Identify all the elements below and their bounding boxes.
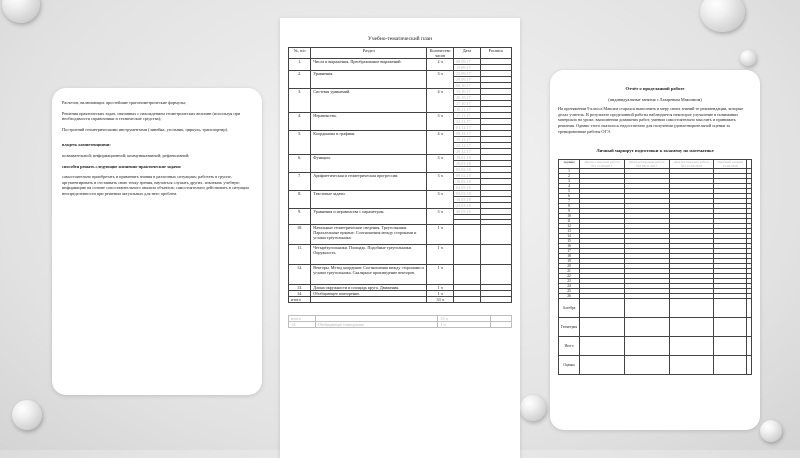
cell — [480, 297, 511, 303]
cell-signature — [480, 245, 511, 265]
cell-n: 11. — [289, 245, 311, 265]
cell-name: Системы уравнений. — [311, 89, 427, 113]
cell — [624, 355, 669, 374]
cell-name: Неравенства. — [311, 113, 427, 131]
cell-date: 15.12.17 — [454, 137, 481, 143]
cell-signature — [480, 265, 511, 285]
task-number: 17 — [559, 248, 580, 253]
plan-table — [288, 47, 512, 303]
cell — [714, 317, 747, 336]
cell-date: 20.10.17 — [454, 95, 481, 101]
cell — [714, 336, 747, 355]
cell-name: Длина окружности и площадь круга. Движения. — [311, 285, 427, 291]
column-header: Количество часов — [427, 48, 454, 59]
task-number: 18 — [559, 253, 580, 258]
cell-n: 13. — [289, 285, 311, 291]
summary-label: Итого — [559, 336, 580, 355]
column-header: Пробный экзамен 15.03.2018 — [714, 159, 747, 168]
task-number: 24 — [559, 283, 580, 288]
task-number: 16 — [559, 243, 580, 248]
cell-n: 12. — [289, 265, 311, 285]
task-number: 23 — [559, 278, 580, 283]
summary-row — [559, 336, 752, 355]
water-drop-decoration — [700, 0, 745, 32]
cell-hours: 3 ч — [427, 173, 454, 191]
cell-date: 09.03.18 — [454, 191, 481, 197]
summary-label: Оценка — [559, 355, 580, 374]
cell-date: 17.11.17 — [454, 113, 481, 119]
report-subtitle: (индивидуальные занятия с Лазаревым Максимом) — [608, 96, 702, 102]
cell-hours: 4 ч — [427, 89, 454, 113]
cell-date: 16.02.18 — [454, 179, 481, 185]
column-header: Диагностическая работа №2 08.11.2017 — [624, 159, 669, 168]
table-row — [289, 265, 512, 285]
thematic-plan-page — [280, 18, 520, 458]
cell-name: Функции. — [311, 155, 427, 173]
paragraph: Построений геометрическими инструментами (линейка, угольник, циркуль, транспортир). — [62, 126, 228, 132]
task-number: 12 — [559, 223, 580, 228]
column-header: Раздел — [311, 48, 427, 59]
task-number: 26 — [559, 293, 580, 298]
cell-n: 14. — [289, 291, 311, 297]
cell — [669, 336, 714, 355]
paragraph: самостоятельно приобретать и применять знания в различных ситуациях; работать в группе, аргументировать и отстаивать свою точку зрения, научиться слушать других, извлекать учебную информацию на основе сопоставительного анализа объектов; самостоятельно действовать в ситуации неопределенности при решении актуальных для него проблем. — [62, 174, 249, 196]
cell — [669, 298, 714, 317]
cell-date: 30.03.18 — [454, 209, 481, 215]
column-header: Диагностическая работа №1 27.09.2017 — [579, 159, 624, 168]
cell-name: Числа и выражения. Преобразование выражений. — [311, 59, 427, 71]
heading: владеть компетенциями: — [62, 142, 111, 148]
task-number: 13 — [559, 228, 580, 233]
competencies-page — [52, 88, 262, 395]
cell-date: 23.03.18 — [454, 203, 481, 209]
paragraph: Решения практических задач, связанных с нахождением геометрических величин (используя при необходимости справочники и технические средства); — [62, 110, 241, 122]
cell-date: 24.11.17 — [454, 119, 481, 125]
cell-date — [454, 225, 481, 245]
cell: итого — [289, 316, 316, 322]
cell-n: 2. — [289, 71, 311, 89]
cell-hours: 1 ч — [427, 291, 454, 297]
cell-name: Четырёхугольники. Площадь. Подобные треугольники. Окружность. — [311, 245, 427, 265]
heading: способен решать следующие жизненно-практические задачи: — [62, 163, 182, 169]
task-number: 10 — [559, 213, 580, 218]
cell-date: 10.11.17 — [454, 107, 481, 113]
cell-date: 22.09.17 — [454, 71, 481, 77]
cell — [714, 355, 747, 374]
cell — [579, 355, 624, 374]
report-title: Отчёт о проделанной работе — [625, 86, 685, 91]
cell-n: 6. — [289, 155, 311, 173]
cell-date — [454, 265, 481, 285]
task-number: 22 — [559, 273, 580, 278]
cell-date: 29.09.17 — [454, 77, 481, 83]
total-row — [289, 297, 512, 303]
cell — [624, 298, 669, 317]
cell — [746, 317, 751, 336]
total-hours: 33 ч — [427, 297, 454, 303]
column-header: Дата — [454, 48, 481, 59]
column-header: Диагностическая работа №3 15.02.2018 — [669, 159, 714, 168]
cell-hours: 3 ч — [427, 191, 454, 209]
column-header: №, п/п — [289, 48, 311, 59]
page-title: Учебно-тематический план — [367, 36, 433, 42]
cell-hours: 1 ч — [427, 225, 454, 245]
report-text: На протяжении 9 класса Максим старался выполнить в меру своих знаний те рекомендации, которые делал учитель. В результате проделанной работы наблюдается некоторое улучшение в понимании материала на уроке, выполнении домашних работ, умении самостоятельно мыслить и принимать решения. Однако этого оказалось недостаточно для получения удовлетворительной оценки за тренировочные работы ОГЭ. — [558, 106, 744, 134]
cell — [746, 355, 751, 374]
cell — [454, 297, 481, 303]
summary-label: Алгебра — [559, 298, 580, 317]
table-title: Личный маршрут подготовки к экзамену по математике — [596, 148, 714, 154]
cell — [669, 355, 714, 374]
water-drop-decoration — [520, 395, 546, 421]
cell-date: 01.12.17 — [454, 125, 481, 131]
cell-n: 5. — [289, 131, 311, 155]
cell-date: 02.03.18 — [454, 185, 481, 191]
cell-name: Обобщающее повторение. — [311, 291, 427, 297]
cell — [579, 317, 624, 336]
cell-hours: 3 ч — [427, 209, 454, 225]
task-number: 8 — [559, 203, 580, 208]
cell-n: 10. — [289, 225, 311, 245]
column-header: Роспись — [480, 48, 511, 59]
cell-n: 9. — [289, 209, 311, 225]
task-number: 11 — [559, 218, 580, 223]
task-number: 9 — [559, 208, 580, 213]
cell-date: 02.02.18 — [454, 167, 481, 173]
task-number: 4 — [559, 183, 580, 188]
cell-hours: 2 ч — [427, 59, 454, 71]
task-number: 7 — [559, 198, 580, 203]
water-drop-decoration — [760, 420, 782, 442]
cell-name: Начальные геометрические сведения. Треугольники. Параллельные прямые. Соотношения между сторонами и углами треугольника. — [311, 225, 427, 245]
summary-row — [559, 298, 752, 317]
plan-table-reflection — [288, 315, 512, 328]
cell — [669, 317, 714, 336]
cell-hours: 3 ч — [427, 71, 454, 89]
cell-hours: 3 ч — [427, 155, 454, 173]
task-number: 20 — [559, 263, 580, 268]
cell-date: 22.12.17 — [454, 143, 481, 149]
cell-n: 4. — [289, 113, 311, 131]
task-number: 25 — [559, 288, 580, 293]
water-drop-decoration — [12, 400, 42, 430]
summary-row — [559, 355, 752, 374]
cell-date: 06.10.17 — [454, 83, 481, 89]
cell-n: 1. — [289, 59, 311, 71]
task-number: 19 — [559, 258, 580, 263]
cell-date: 08.09.17 — [454, 59, 481, 65]
task-number: 6 — [559, 193, 580, 198]
cell: 14. — [289, 322, 316, 328]
paragraph: познавательной; информационной; коммуникативной; рефлексивной; — [62, 152, 190, 158]
column-header: задание — [559, 159, 580, 168]
cell-signature — [480, 225, 511, 245]
cell-date: 29.12.17 — [454, 149, 481, 155]
summary-label: Геометрия — [559, 317, 580, 336]
task-number: 14 — [559, 233, 580, 238]
table-row — [289, 225, 512, 245]
cell — [714, 298, 747, 317]
task-number: 5 — [559, 188, 580, 193]
cell-name: Координаты и графики. — [311, 131, 427, 155]
task-number: 1 — [559, 168, 580, 173]
cell — [624, 317, 669, 336]
cell: 33 ч — [438, 316, 490, 322]
task-number: 21 — [559, 268, 580, 273]
cell-n: 8. — [289, 191, 311, 209]
total-label: итого — [289, 297, 311, 303]
cell — [624, 336, 669, 355]
cell-n: 7. — [289, 173, 311, 191]
cell-name: Уравнения и неравенства с параметром. — [311, 209, 427, 225]
cell-date: 13.10.17 — [454, 89, 481, 95]
cell: Обобщающее повторение. — [315, 322, 438, 328]
cell-date — [454, 245, 481, 265]
cell-n: 3. — [289, 89, 311, 113]
task-number: 15 — [559, 238, 580, 243]
cell-hours: 1 ч — [427, 245, 454, 265]
report-page — [550, 70, 760, 430]
cell-hours: 1 ч — [427, 285, 454, 291]
preparation-table — [558, 159, 752, 375]
cell-date: 27.10.17 — [454, 101, 481, 107]
cell-date: 15.09.17 — [454, 65, 481, 71]
cell-date: 16.03.18 — [454, 197, 481, 203]
cell-date: 19.01.18 — [454, 155, 481, 161]
cell-name: Уравнения. — [311, 71, 427, 89]
cell-name: Векторы. Метод координат. Соотношения между сторонами и углами треугольника. Скалярное произведение векторов. — [311, 265, 427, 285]
cell — [746, 336, 751, 355]
cell: 1 ч — [438, 322, 490, 328]
cell-name: Текстовые задачи. — [311, 191, 427, 209]
cell — [746, 298, 751, 317]
cell — [579, 336, 624, 355]
cell-date: 09.02.18 — [454, 173, 481, 179]
cell-name: Арифметическая и геометрическая прогрессии. — [311, 173, 427, 191]
paragraph: Расчетов, включающих простейшие тригонометрические формулы; — [62, 100, 186, 105]
cell-hours: 1 ч — [427, 265, 454, 285]
task-number: 3 — [559, 178, 580, 183]
task-number: 2 — [559, 173, 580, 178]
cell — [311, 297, 427, 303]
cell-hours: 4 ч — [427, 131, 454, 155]
cell-date: 26.01.18 — [454, 161, 481, 167]
cell — [579, 298, 624, 317]
table-row — [289, 245, 512, 265]
water-drop-decoration — [740, 50, 756, 66]
column-header — [746, 159, 751, 168]
summary-row — [559, 317, 752, 336]
water-drop-decoration — [2, 0, 40, 23]
cell-date: 08.12.17 — [454, 131, 481, 137]
cell-hours: 3 ч — [427, 113, 454, 131]
